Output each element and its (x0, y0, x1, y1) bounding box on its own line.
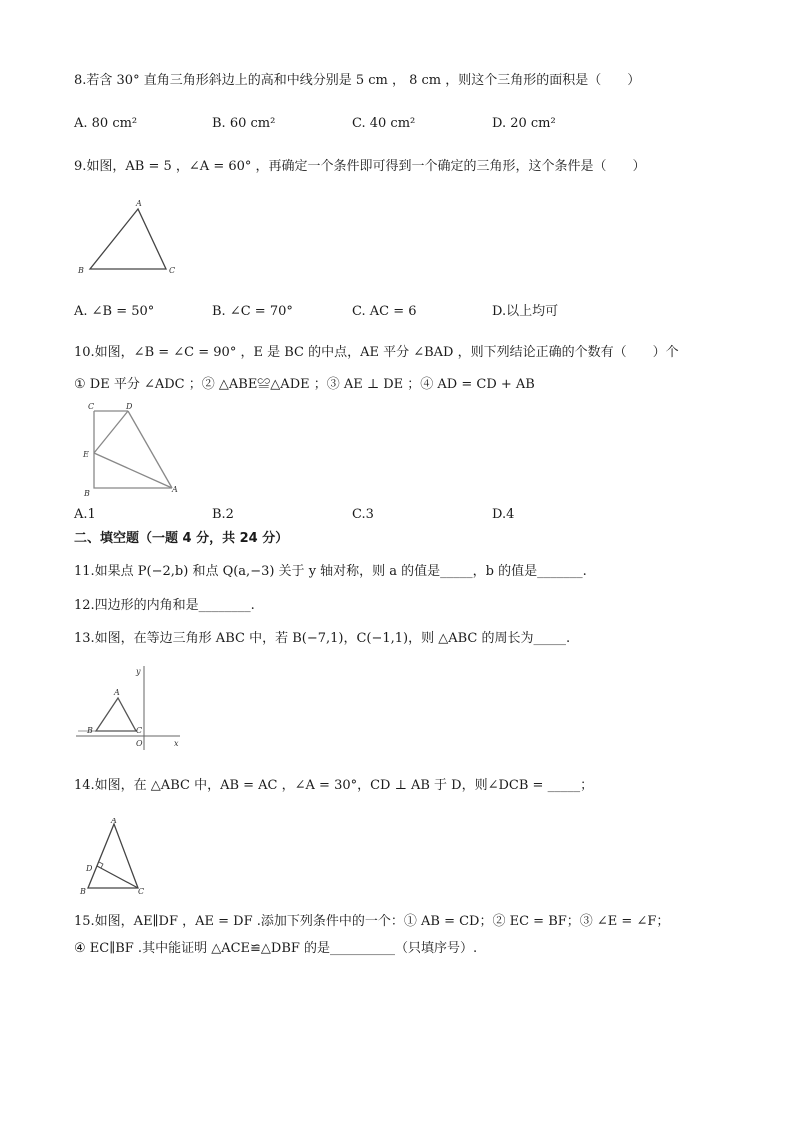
section-title-fill-in: 二、填空题（一题 4 分，共 24 分） (74, 531, 289, 546)
q13-text: 13.如图，在等边三角形 ABC 中，若 B(−7,1)，C(−1,1)，则 △ABC 的周长为_____. (74, 631, 571, 646)
q10-label-a: A (172, 485, 178, 494)
q13-label-b: B (87, 726, 93, 735)
q14-triangle-figure (74, 818, 164, 898)
q8-option-c: C. 40 cm² (352, 116, 416, 131)
q13-label-a: A (114, 688, 120, 697)
q10-option-c: C.3 (352, 507, 374, 522)
q14-label-a: A (111, 818, 117, 825)
q13-label-o: O (136, 739, 143, 748)
q13-label-c: C (136, 726, 143, 735)
q9-triangle-figure (74, 195, 184, 280)
q13-label-y: y (136, 667, 141, 676)
q10-label-e: E (83, 450, 89, 459)
q8-stem: 8.若含 30° 直角三角形斜边上的高和中线分别是 5 cm ， 8 cm ，则这个三角形的面积是（ ） (74, 73, 641, 88)
q9-stem: 9.如图，AB = 5 ，∠A = 60° ，再确定一个条件即可得到一个确定的三角形，这个条件是（ ） (74, 159, 646, 174)
q14-label-d: D (86, 864, 93, 873)
q10-quadrilateral-figure (76, 400, 186, 500)
q9-label-c: C (169, 266, 176, 275)
q13-coordinate-figure (74, 662, 184, 757)
q13-label-x: x (174, 739, 179, 748)
q10-conclusions: ① DE 平分 ∠ADC ；② △ABE≌△ADE ；③ AE ⊥ DE ；④ AD = CD + AB (74, 377, 535, 392)
q15-line1: 15.如图，AE∥DF ，AE = DF .添加下列条件中的一个：① AB = CD；② EC = BF；③ ∠E = ∠F； (74, 914, 670, 929)
q9-option-c: C. AC = 6 (352, 304, 417, 319)
q9-option-b: B. ∠C = 70° (212, 304, 293, 319)
q10-label-c: C (88, 402, 95, 411)
q8-option-a: A. 80 cm² (74, 116, 138, 131)
q10-option-a: A.1 (74, 507, 96, 522)
q14-label-b: B (80, 887, 86, 896)
q9-label-a: A (136, 199, 142, 208)
q10-label-d: D (126, 402, 133, 411)
q11-text: 11.如果点 P(−2,b) 和点 Q(a,−3) 关于 y 轴对称，则 a 的值是_____，b 的值是_______. (74, 564, 587, 579)
q10-option-d: D.4 (492, 507, 515, 522)
q8-option-b: B. 60 cm² (212, 116, 276, 131)
q9-option-d: D.以上均可 (492, 304, 559, 319)
q15-line2: ④ EC∥BF .其中能证明 △ACE≌△DBF 的是__________（只填序号）. (74, 941, 478, 956)
q8-option-d: D. 20 cm² (492, 116, 556, 131)
q12-text: 12.四边形的内角和是________. (74, 598, 255, 613)
q9-label-b: B (78, 266, 84, 275)
q9-option-a: A. ∠B = 50° (74, 304, 155, 319)
q10-label-b: B (84, 489, 90, 498)
q10-stem: 10.如图，∠B = ∠C = 90° ，E 是 BC 的中点，AE 平分 ∠BAD ，则下列结论正确的个数有（ ）个 (74, 345, 679, 360)
q14-text: 14.如图，在 △ABC 中，AB = AC ，∠A = 30°，CD ⊥ AB 于 D，则∠DCB = _____； (74, 778, 594, 793)
q14-label-c: C (138, 887, 145, 896)
q10-option-b: B.2 (212, 507, 234, 522)
